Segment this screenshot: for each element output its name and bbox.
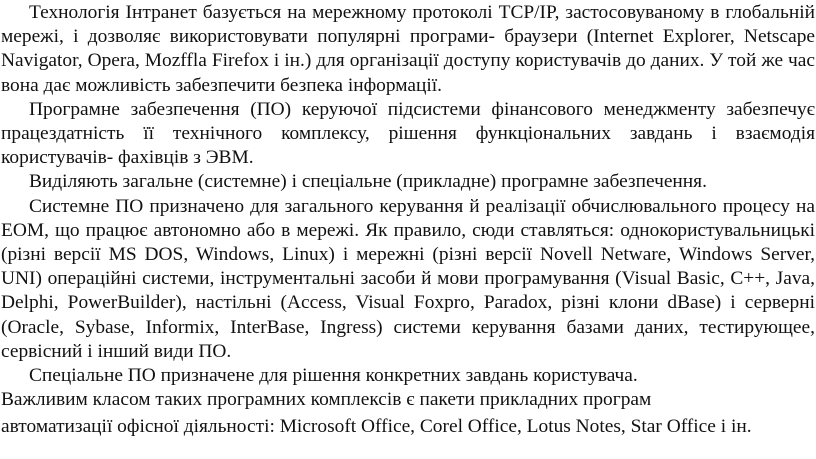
paragraph-management-software: Програмне забезпечення (ПО) керуючої підсистеми фінансового менеджменту забезпечує працездатність її технічного комплексу, рішення функціональних завдань і взаємодія користувачів- фахівців з ЭВМ. — [1, 98, 815, 169]
paragraph-software-types: Виділяють загальне (системне) і спеціальне (прикладне) програмне забезпечення. — [29, 171, 707, 193]
paragraph-intranet-technology: Технологія Інтранет базується на мережному протоколі TCP/IP, застосовуваному в глобальній мережі, і дозволяє використовувати популярні програми- браузери (Internet Explorer, Netscape Navigator, Opera, Mozffla Firefox і ін.) для організації доступу користувачів до даних. У той же час вона дає можливість забезпечити безпека інформації. — [1, 2, 815, 96]
paragraph-system-software: Системне ПО призначено для загального керування й реалізації обчислювального процесу на ЕОМ, що працює автономно або в мережі. Як правило, сюди ставляться: однокористувальницькі (різні версії MS DOS, Windows, Linux) і мережні (різні версії Novell Netware, Windows Server, UNI) операційні системи, інструментальні засоби й мови програмування (Visual Basic, C++, Java, Delphi, PowerBuilder), настільні (Access, Visual Foxpro, Paradox, різні клони dBase) і серверні (Oracle, Sybase, Informix, InterBase, Ingress) системи керування базами даних, тестирующее, сервісний і інший види ПО. — [1, 195, 815, 362]
paragraph-application-packages: Важливим класом таких програмних комплексів є пакети прикладних програм — [1, 389, 652, 411]
paragraph-office-automation: автоматизації офісної діяльності: Microsoft Office, Corel Office, Lotus Notes, Star Office і ін. — [1, 416, 752, 438]
paragraph-special-software: Спеціальне ПО призначене для рішення конкретних завдань користувача. — [29, 365, 638, 387]
